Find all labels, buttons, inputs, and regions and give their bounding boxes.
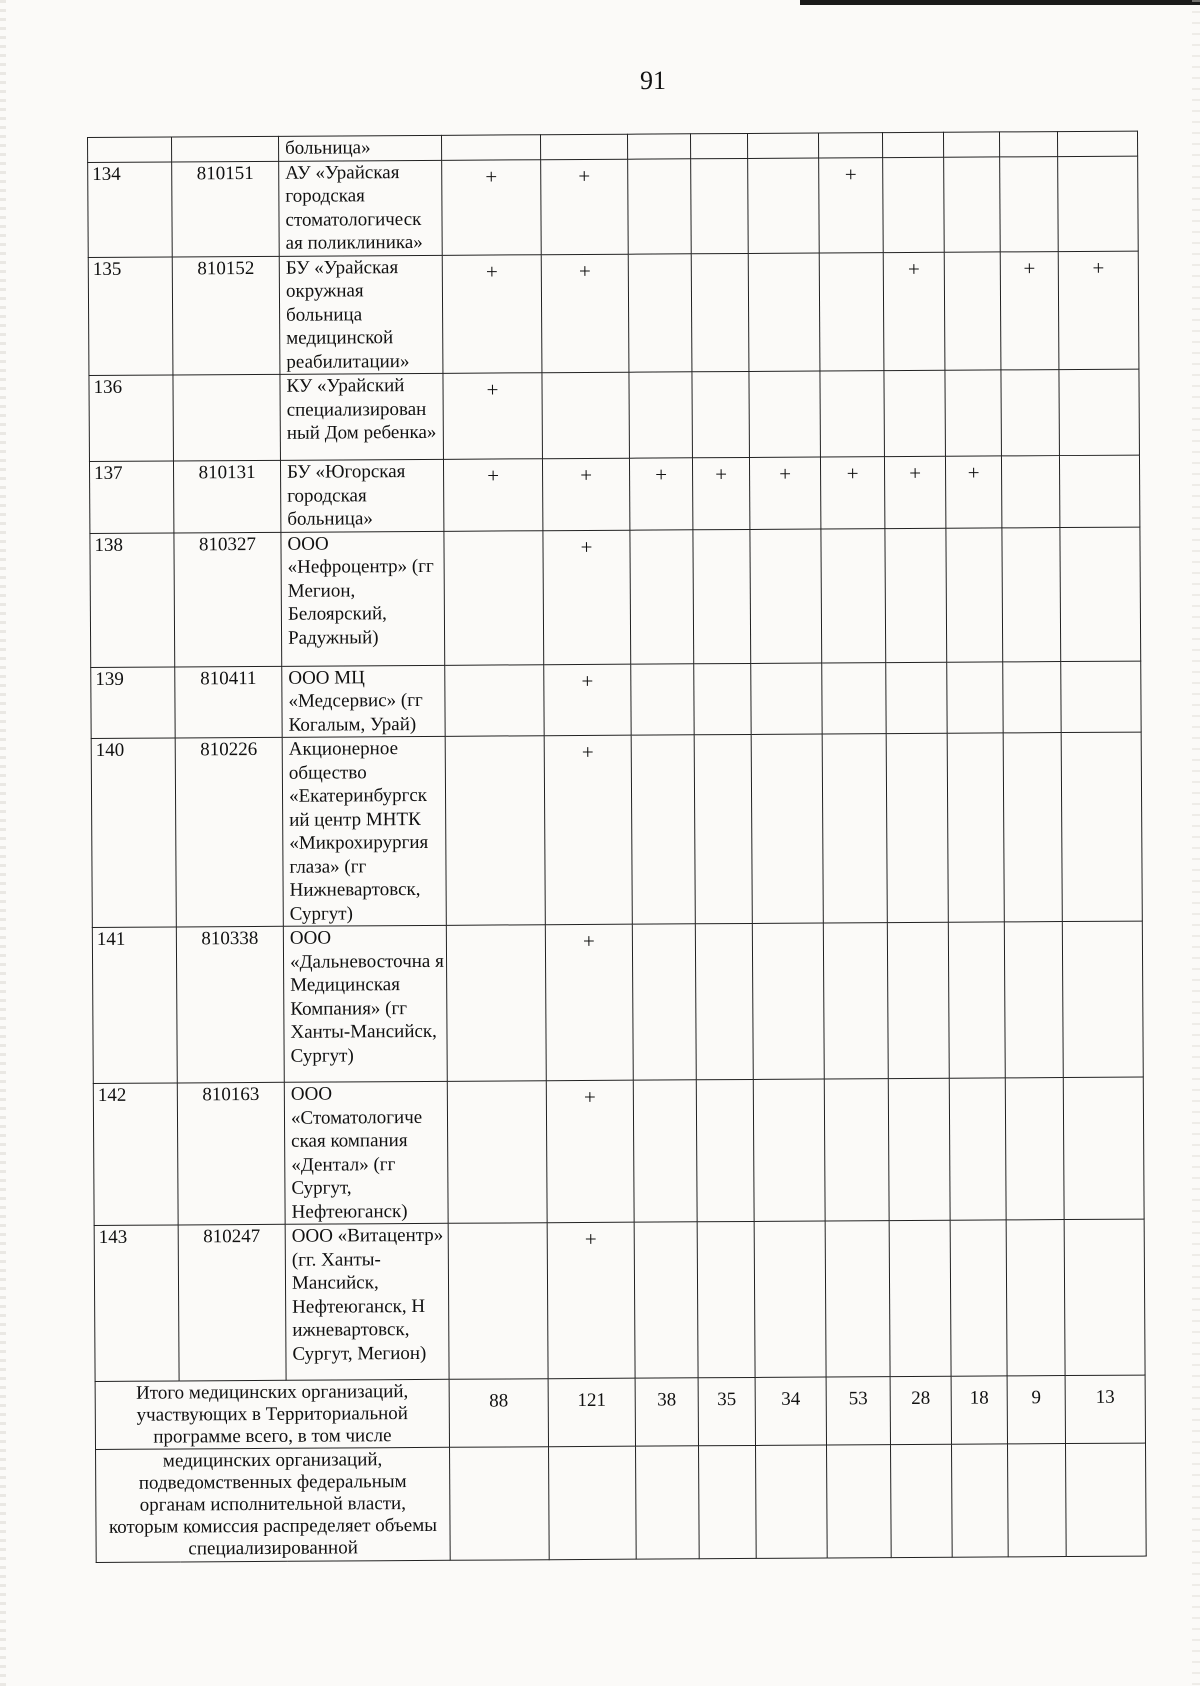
mark-cell (751, 734, 823, 923)
org-name: БУ «Урайская окружная больница медицинской реабилитации» (279, 255, 443, 374)
mark-cell (1058, 156, 1139, 251)
org-name: БУ «Югорская городская больница» (280, 459, 443, 531)
org-name: ООО МЦ «Медсервис» (гг Когалым, Урай) (282, 665, 445, 737)
mark-cell (690, 133, 747, 158)
mark-cell (693, 529, 751, 663)
mark-cell: + (692, 457, 749, 529)
row-number: 142 (93, 1083, 178, 1226)
mark-cell (691, 158, 749, 253)
mark-cell: + (544, 735, 632, 925)
mark-cell: + (749, 457, 820, 529)
mark-cell (885, 528, 947, 662)
org-code: 810151 (172, 161, 280, 257)
mark-cell (944, 156, 1001, 251)
table-row (91, 661, 1141, 739)
row-number: 140 (91, 738, 176, 928)
mark-cell: + (541, 254, 629, 373)
mark-cell (1006, 1220, 1065, 1376)
total-value: 121 (548, 1378, 635, 1447)
mark-cell (694, 734, 752, 923)
mark-cell (888, 1078, 950, 1220)
mark-cell: + (543, 530, 631, 665)
org-name: Акционерное общество «Екатеринбургск ий центр МНТК «Микрохирургия глаза» (гг Нижневартовск, Сургут) (282, 736, 446, 926)
mark-cell: + (819, 157, 884, 252)
table-row (91, 732, 1142, 927)
mark-cell (445, 736, 545, 926)
row-number: 143 (94, 1225, 179, 1382)
mark-cell (886, 733, 948, 922)
mark-cell (820, 371, 885, 457)
mark-cell (696, 1079, 754, 1221)
mark-cell (634, 1222, 698, 1378)
empty-cell (756, 1445, 828, 1558)
org-code: 810411 (175, 666, 282, 738)
mark-cell (446, 925, 546, 1082)
mark-cell (823, 923, 888, 1079)
mark-cell (748, 253, 820, 372)
mark-cell (822, 734, 887, 923)
mark-cell (1003, 661, 1061, 733)
mark-cell (694, 663, 751, 735)
mark-cell (753, 1079, 825, 1221)
row-number: 137 (89, 461, 173, 533)
total-value: 9 (1007, 1376, 1065, 1444)
mark-cell (631, 735, 695, 924)
org-code: 810226 (175, 737, 283, 927)
mark-cell: + (545, 924, 633, 1081)
org-code: 810247 (178, 1224, 286, 1381)
mark-cell (1004, 922, 1063, 1078)
total-value: 53 (826, 1377, 890, 1445)
mark-cell (445, 664, 544, 736)
mark-cell: + (547, 1222, 635, 1379)
table-row (93, 1077, 1144, 1225)
mark-cell: + (541, 159, 629, 255)
mark-cell (691, 253, 749, 372)
row-number: 141 (92, 927, 177, 1084)
table-row (90, 527, 1141, 667)
empty-cell (450, 1447, 550, 1561)
scan-edge-left (0, 0, 6, 1686)
total-value: 38 (635, 1378, 698, 1446)
mark-cell: + (945, 456, 1001, 528)
mark-cell (448, 1223, 548, 1380)
mark-cell (949, 1078, 1006, 1220)
mark-cell: + (1058, 251, 1139, 370)
org-name: ООО «Дальневосточна я Медицинская Компания» (гг Ханты-Мансийск, Сургут) (283, 925, 447, 1082)
table-row (89, 455, 1139, 533)
total-value: 35 (698, 1377, 755, 1445)
total-label: Итого медицинских организаций, участвующих в Территориальной программе всего, в том числе (95, 1379, 449, 1449)
mark-cell: + (544, 664, 631, 736)
org-code: 810131 (173, 460, 280, 532)
mark-cell (748, 158, 820, 253)
table-row (88, 251, 1139, 376)
mark-cell (629, 372, 693, 458)
mark-cell (819, 252, 884, 371)
row-number: 135 (88, 256, 173, 375)
org-name: КУ «Урайский специализирован ный Дом ребенка» (280, 373, 444, 460)
mark-cell: + (820, 457, 884, 529)
mark-cell (754, 1221, 826, 1377)
mark-cell (1061, 732, 1142, 921)
empty-cell (636, 1446, 700, 1559)
mark-cell: + (1000, 251, 1059, 370)
mark-cell (1003, 733, 1062, 922)
mark-cell (695, 923, 753, 1079)
mark-cell (1062, 921, 1143, 1077)
empty-cell (1008, 1444, 1067, 1557)
empty-cell (699, 1445, 757, 1558)
empty-cell (827, 1445, 892, 1558)
mark-cell (946, 527, 1003, 661)
mark-cell (883, 157, 945, 252)
org-name: ООО «Витацентр» (гг. Ханты-Мансийск, Нефтеюганск, Н ижневартовск, Сургут, Мегион) (285, 1223, 449, 1380)
mark-cell (633, 1080, 697, 1222)
row-number: 139 (91, 666, 175, 738)
mark-cell (540, 134, 627, 159)
mark-cell (950, 1220, 1007, 1376)
empty-cell (952, 1444, 1009, 1557)
total-row (95, 1375, 1145, 1449)
mark-cell (824, 1079, 889, 1221)
mark-cell (884, 370, 946, 456)
mark-cell (1063, 1077, 1144, 1219)
mark-cell (1001, 370, 1060, 456)
mark-cell (1000, 156, 1059, 251)
mark-cell (628, 253, 692, 372)
mark-cell (749, 371, 821, 457)
mark-cell (818, 133, 882, 158)
mark-cell: + (443, 459, 542, 531)
mark-cell (999, 132, 1057, 157)
mark-cell (882, 132, 943, 157)
org-code (173, 374, 281, 461)
mark-cell (751, 663, 822, 735)
mark-cell: + (443, 373, 543, 460)
mark-cell (627, 134, 690, 159)
org-name: ООО «Стоматологиче ская компания «Дентал» (гг Сургут, Нефтеюганск) (284, 1081, 448, 1224)
mark-cell (750, 529, 822, 663)
table-row (94, 1219, 1145, 1381)
mark-cell (947, 733, 1004, 922)
row-number: 134 (88, 161, 173, 257)
mark-cell (886, 662, 947, 734)
mark-cell (441, 135, 540, 160)
empty-cell (549, 1446, 637, 1560)
mark-cell (631, 663, 694, 735)
mark-cell: + (542, 458, 629, 530)
org-code: 810338 (176, 926, 284, 1083)
table-row (92, 921, 1143, 1083)
total-value: 13 (1065, 1375, 1145, 1443)
mark-cell (1005, 1078, 1064, 1220)
total-value: 34 (755, 1377, 826, 1445)
mark-cell (887, 922, 949, 1078)
mark-cell (1002, 527, 1061, 661)
top-edge-line (800, 0, 1200, 5)
mark-cell (632, 924, 696, 1080)
empty-cell (891, 1444, 953, 1557)
mark-cell (444, 530, 544, 665)
mark-cell (947, 661, 1003, 733)
mark-cell (747, 133, 818, 158)
mark-cell (628, 158, 692, 253)
mark-cell: + (546, 1080, 634, 1223)
mark-cell (889, 1220, 951, 1376)
federal-row (96, 1443, 1147, 1562)
org-name: ООО «Нефроцентр» (гг Мегион, Белоярский, Радужный) (281, 531, 445, 666)
row-number: 136 (89, 375, 174, 462)
mark-cell (822, 662, 886, 734)
table-row (88, 156, 1139, 257)
mark-cell: + (884, 456, 945, 528)
mark-cell (692, 371, 750, 457)
total-value: 18 (951, 1376, 1007, 1444)
table-row (89, 369, 1140, 461)
org-name: больница» (278, 135, 441, 160)
mark-cell: + (883, 252, 945, 371)
org-name: АУ «Урайская городская стоматологическ ая поликлиника» (279, 160, 443, 256)
empty-cell (1065, 1443, 1146, 1556)
mark-cell (1061, 661, 1141, 733)
mark-cell (1064, 1219, 1145, 1375)
mark-cell (752, 923, 824, 1079)
row-number: 138 (90, 532, 175, 667)
scan-edge-right (1192, 0, 1200, 1686)
mark-cell (697, 1221, 755, 1377)
mark-cell (944, 251, 1001, 370)
mark-cell (1059, 455, 1139, 527)
mark-cell (1001, 456, 1059, 528)
organizations-table (87, 131, 1147, 1563)
mark-cell (825, 1221, 890, 1377)
org-code (172, 136, 279, 161)
page-number: 91 (640, 66, 666, 95)
mark-cell (630, 529, 694, 663)
mark-cell (1057, 131, 1137, 156)
mark-cell: + (629, 458, 692, 530)
mark-cell (1060, 527, 1141, 661)
mark-cell: + (442, 254, 542, 373)
mark-cell (945, 370, 1002, 456)
total-value: 28 (890, 1376, 951, 1444)
mark-cell: + (442, 159, 542, 255)
org-code: 810152 (172, 256, 280, 375)
federal-label: медицинских организаций, подведомственных федеральным органам исполнительной власти, которым комиссия распределяет объемы специализированной (96, 1447, 451, 1562)
mark-cell (943, 132, 999, 157)
mark-cell (821, 528, 886, 662)
row-number (88, 137, 172, 162)
mark-cell (948, 922, 1005, 1078)
mark-cell (1059, 369, 1140, 455)
mark-cell (542, 372, 630, 459)
mark-cell (447, 1081, 547, 1224)
org-code: 810163 (177, 1082, 285, 1225)
total-value: 88 (449, 1379, 548, 1448)
org-code: 810327 (174, 532, 282, 667)
